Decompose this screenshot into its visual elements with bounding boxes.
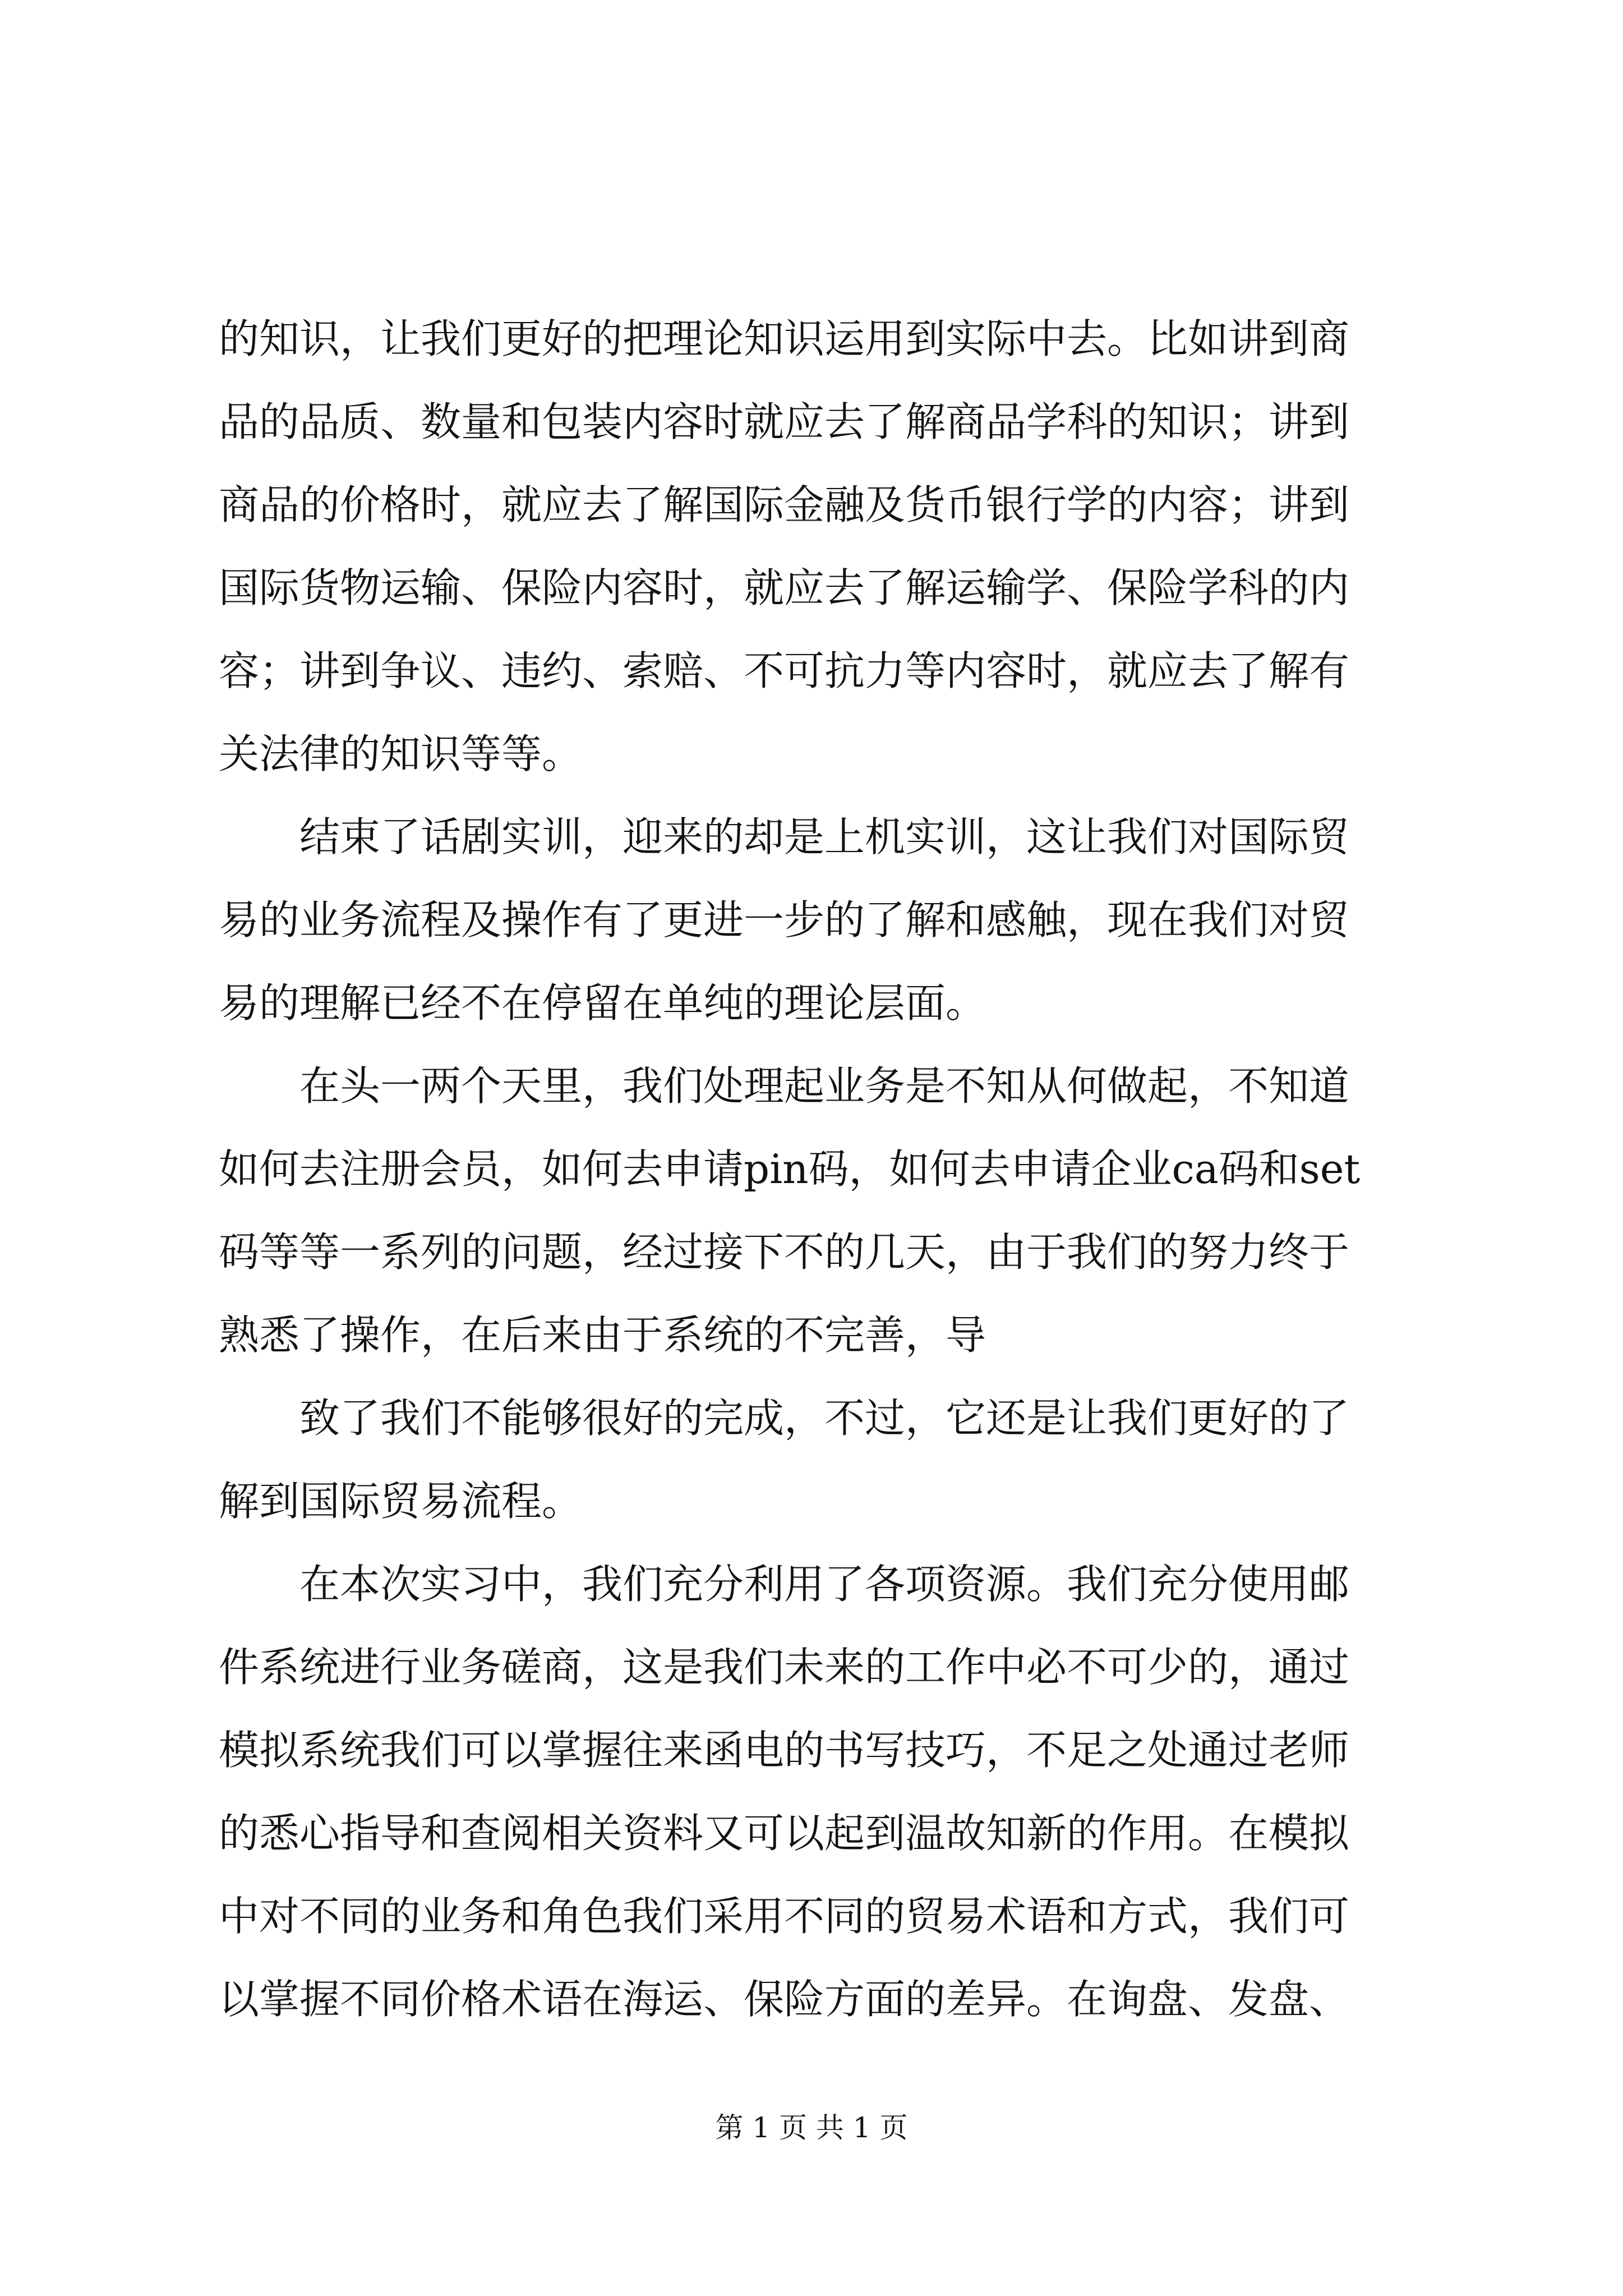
text-line: 模拟系统我们可以掌握往来函电的书写技巧，不足之处通过老师 bbox=[219, 1727, 1350, 1774]
text-line: 的悉心指导和查阅相关资料又可以起到温故知新的作用。在模拟 bbox=[219, 1810, 1350, 1857]
text-line: 码等等一系列的问题，经过接下不的几天，由于我们的努力终于 bbox=[219, 1228, 1350, 1276]
text-line: 关法律的知识等等。 bbox=[219, 730, 583, 777]
page-footer bbox=[0, 2108, 1623, 2147]
text-line: 如何去注册会员，如何去申请pin码，如何去申请企业ca码和set bbox=[219, 1145, 1361, 1193]
text-line: 易的业务流程及操作有了更进一步的了解和感触，现在我们对贸 bbox=[219, 896, 1350, 944]
text-line: 商品的价格时，就应去了解国际金融及货币银行学的内容；讲到 bbox=[219, 481, 1350, 528]
text-line: 解到国际贸易流程。 bbox=[219, 1478, 583, 1525]
page-number-label: 第 1 页 共 1 页 bbox=[715, 2111, 908, 2144]
text-line: 以掌握不同价格术语在海运、保险方面的差异。在询盘、发盘、 bbox=[219, 1976, 1350, 2023]
text-line: 品的品质、数量和包装内容时就应去了解商品学科的知识；讲到 bbox=[219, 398, 1350, 445]
text-line: 熟悉了操作，在后来由于系统的不完善，导 bbox=[219, 1312, 986, 1359]
paragraph-first-line: 在头一两个天里，我们处理起业务是不知从何做起，不知道 bbox=[299, 1062, 1350, 1110]
paragraph-first-line: 结束了话剧实训，迎来的却是上机实训，这让我们对国际贸 bbox=[299, 813, 1350, 861]
text-line: 容；讲到争议、违约、索赔、不可抗力等内容时，就应去了解有 bbox=[219, 647, 1350, 694]
text-line: 易的理解已经不在停留在单纯的理论层面。 bbox=[219, 979, 986, 1027]
text-line: 的知识，让我们更好的把理论知识运用到实际中去。比如讲到商 bbox=[219, 315, 1350, 362]
text-line: 件系统进行业务磋商，这是我们未来的工作中必不可少的，通过 bbox=[219, 1644, 1350, 1691]
paragraph-first-line: 致了我们不能够很好的完成，不过，它还是让我们更好的了 bbox=[299, 1395, 1350, 1442]
paragraph-first-line: 在本次实习中，我们充分利用了各项资源。我们充分使用邮 bbox=[299, 1561, 1350, 1608]
text-line: 国际货物运输、保险内容时，就应去了解运输学、保险学科的内 bbox=[219, 564, 1350, 611]
text-line: 中对不同的业务和角色我们采用不同的贸易术语和方式，我们可 bbox=[219, 1893, 1350, 1940]
document-body bbox=[219, 297, 1424, 2041]
